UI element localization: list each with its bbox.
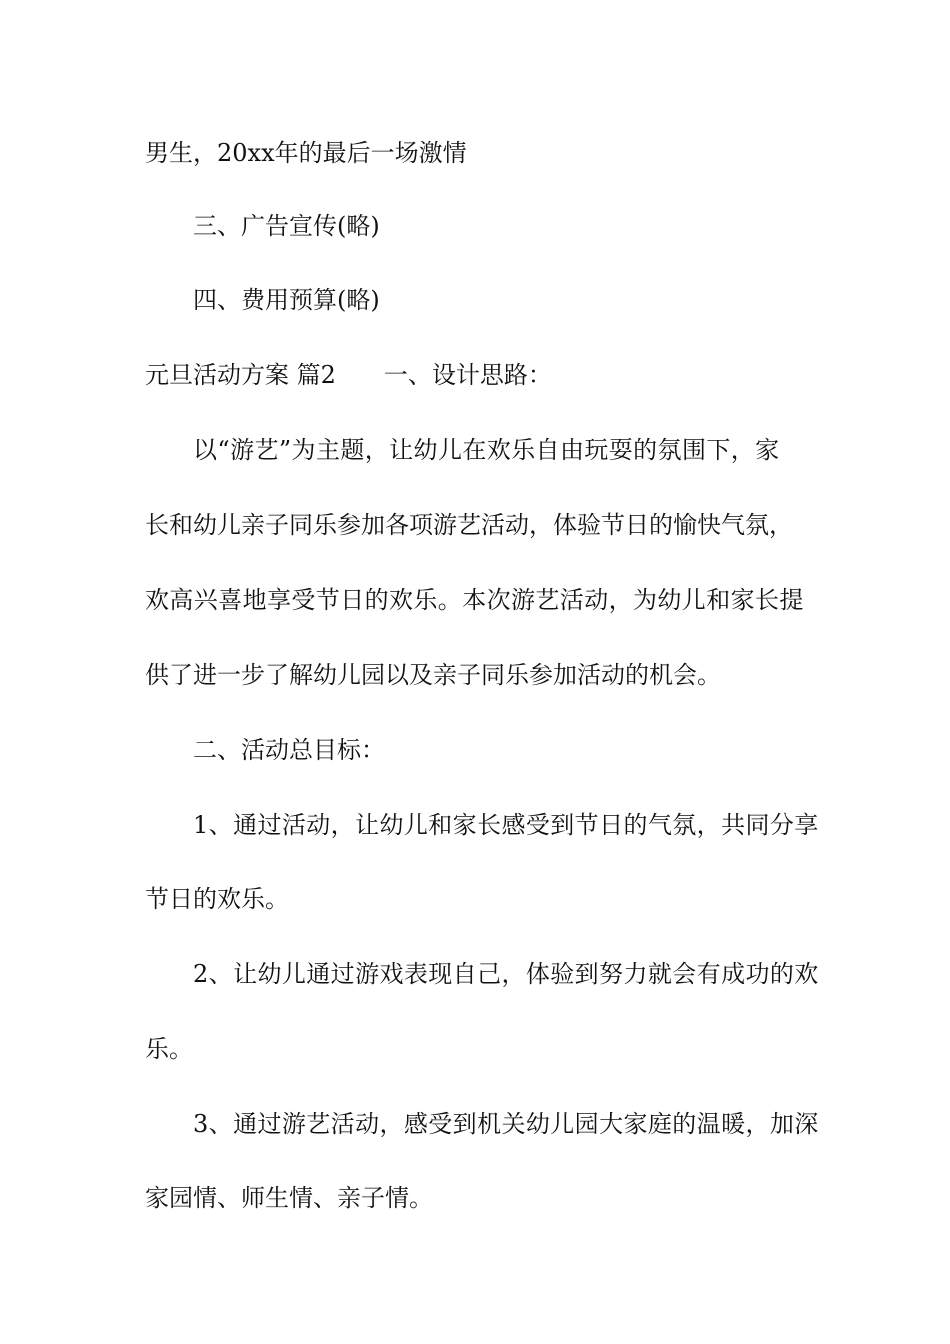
paragraph-line: 长和幼儿亲子同乐参加各项游艺活动，体验节日的愉快气氛， [145, 511, 793, 539]
paragraph-line: 供了进一步了解幼儿园以及亲子同乐参加活动的机会。 [145, 661, 721, 689]
text-line: 男生，20xx年的最后一场激情 [145, 139, 467, 167]
list-item-line: 乐。 [145, 1035, 193, 1063]
list-item-line: 1、通过活动，让幼儿和家长感受到节日的气氛，共同分享 [193, 811, 819, 839]
section-heading-goals: 二、活动总目标： [193, 736, 385, 764]
section-heading-design: 一、设计思路： [383, 361, 552, 389]
list-item-line: 3、通过游艺活动，感受到机关幼儿园大家庭的温暖，加深 [193, 1110, 819, 1138]
section-heading-ads: 三、广告宣传(略) [193, 212, 380, 240]
list-item-line: 家园情、师生情、亲子情。 [145, 1184, 433, 1212]
article-title: 元旦活动方案 篇2 [145, 361, 336, 389]
section-heading-budget: 四、费用预算(略) [193, 286, 380, 314]
list-item-line: 节日的欢乐。 [145, 885, 289, 913]
paragraph-line: 以“游艺”为主题，让幼儿在欢乐自由玩耍的氛围下，家 [193, 436, 780, 464]
list-item-line: 2、让幼儿通过游戏表现自己，体验到努力就会有成功的欢 [193, 960, 819, 988]
paragraph-line: 欢高兴喜地享受节日的欢乐。本次游艺活动，为幼儿和家长提 [145, 586, 804, 614]
article-title-line [145, 355, 552, 395]
